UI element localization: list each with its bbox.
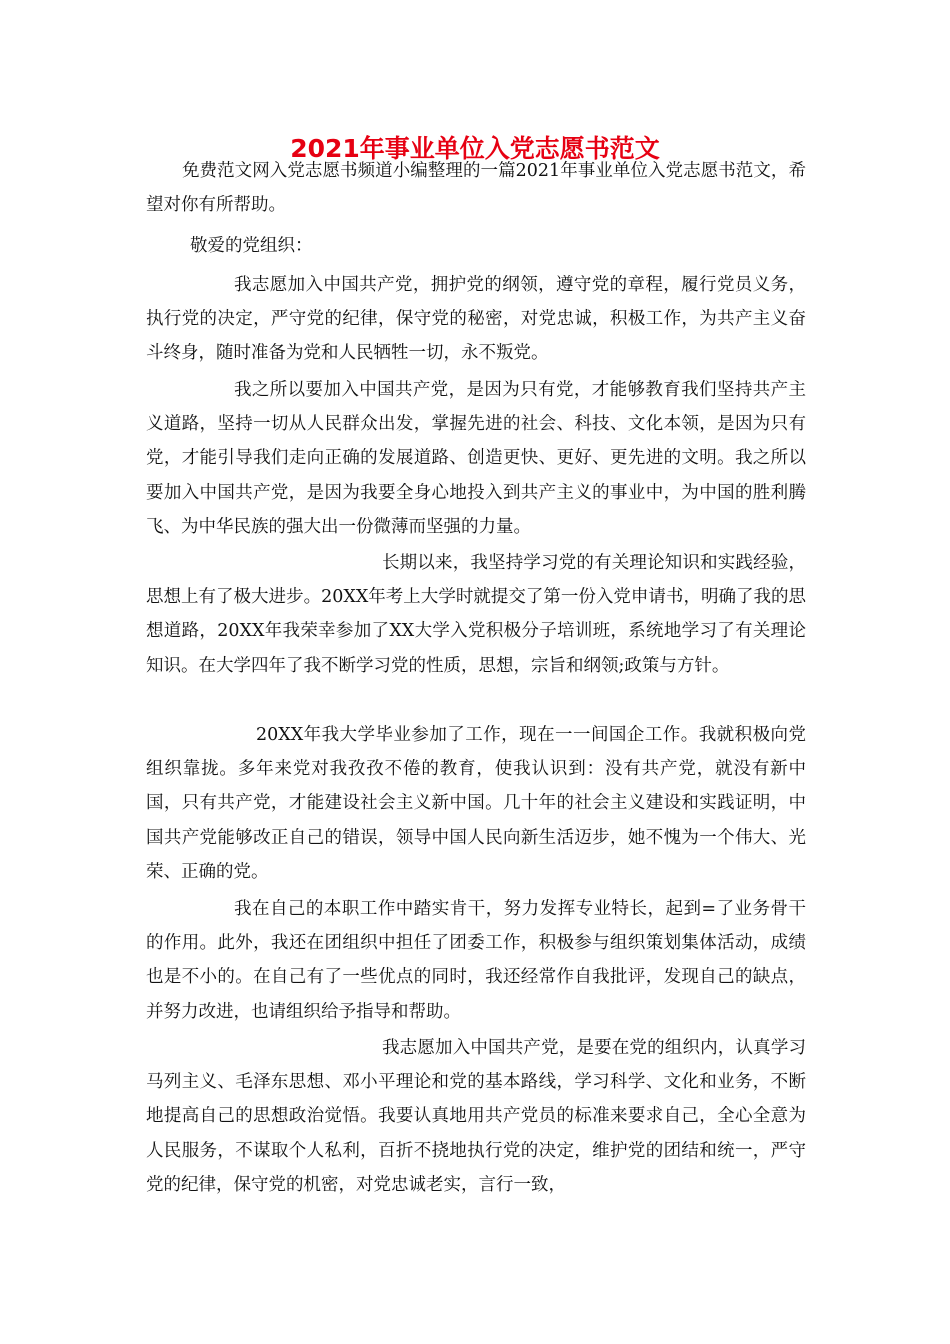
document-title: 2021年事业单位入党志愿书范文	[290, 133, 660, 163]
body-paragraph-2: 我之所以要加入中国共产党，是因为只有党，才能够教育我们坚持共产主义道路，坚持一切从人民群众出发，掌握先进的社会、科技、文化本领，是因为只有党，才能引导我们走向正确的发展道路、创造更快、更好、更先进的文明。我之所以要加入中国共产党，是因为我要全身心地投入到共产主义的事业中，为中国的胜利腾飞、为中华民族的强大出一份微薄而坚强的力量。	[146, 380, 806, 537]
body-paragraph-4: 20XX年我大学毕业参加了工作，现在一一间国企工作。我就积极向党组织靠拢。多年来党对我孜孜不倦的教育，使我认识到：没有共产党，就没有新中国，只有共产党，才能建设社会主义新中国。几十年的社会主义建设和实践证明，中国共产党能够改正自己的错误，领导中国人民向新生活迈步，她不愧为一个伟大、光荣、正确的党。	[146, 725, 806, 882]
salutation: 敬爱的党组织：	[190, 236, 313, 256]
body-paragraph-6: 我志愿加入中国共产党，是要在党的组织内，认真学习马列主义、毛泽东思想、邓小平理论和党的基本路线，学习科学、文化和业务，不断地提高自己的思想政治觉悟。我要认真地用共产党员的标准来要求自己，全心全意为人民服务，不谋取个人私利，百折不挠地执行党的决定，维护党的团结和统一，严守党的纪律，保守党的机密，对党忠诚老实，言行一致，	[146, 1038, 806, 1195]
body-paragraph-1: 我志愿加入中国共产党，拥护党的纲领，遵守党的章程，履行党员义务，执行党的决定，严守党的纪律，保守党的秘密，对党忠诚，积极工作，为共产主义奋斗终身，随时准备为党和人民牺牲一切，永不叛党。	[146, 275, 806, 364]
body-paragraph-5: 我在自己的本职工作中踏实肯干，努力发挥专业特长，起到=了业务骨干的作用。此外，我还在团组织中担任了团委工作，积极参与组织策划集体活动，成绩也是不小的。在自己有了一些优点的同时，我还经常作自我批评，发现自己的缺点，并努力改进，也请组织给予指导和帮助。	[146, 899, 806, 1022]
intro-paragraph: 免费范文网入党志愿书频道小编整理的一篇2021年事业单位入党志愿书范文，希望对你有所帮助。	[146, 161, 806, 216]
body-paragraph-3: 长期以来，我坚持学习党的有关理论知识和实践经验，思想上有了极大进步。20XX年考上大学时就提交了第一份入党申请书，明确了我的思想道路，20XX年我荣幸参加了XX大学入党积极分子培训班，系统地学习了有关理论知识。在大学四年了我不断学习党的性质，思想，宗旨和纲领;政策与方针。	[146, 553, 806, 676]
